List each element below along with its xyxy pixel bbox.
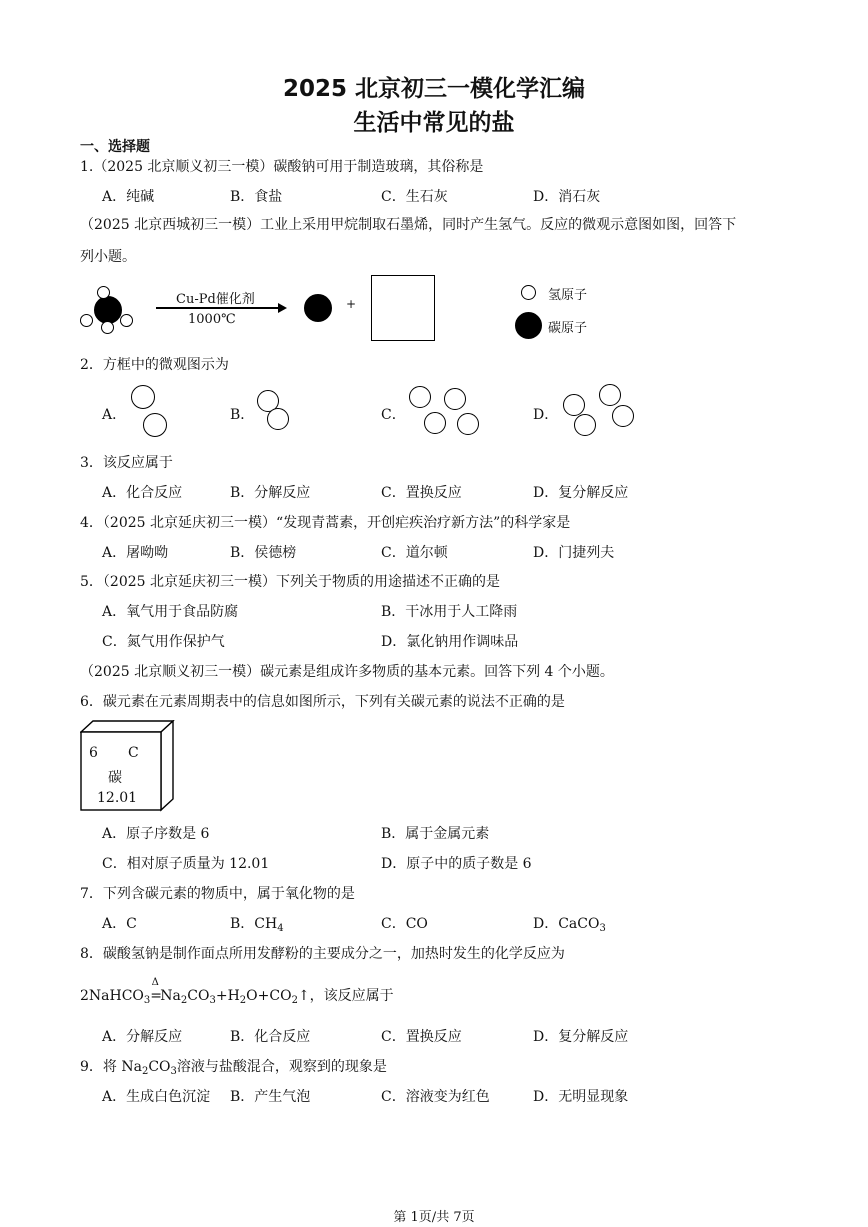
question-4-stem: 4．（2025 北京延庆初三一模）“发现青蒿素，开创疟疾治疗新方法”的科学家是 <box>80 515 571 531</box>
option-b-text: B．CH <box>230 916 278 932</box>
question-4-option-d: D．门捷列夫 <box>533 545 615 561</box>
option-a-hydrogen-atom <box>143 413 167 437</box>
reaction-arrow <box>156 307 280 309</box>
option-d-hydrogen-atom <box>574 414 596 436</box>
question-1-option-c: C．生石灰 <box>381 189 448 205</box>
legend-hydrogen-label: 氢原子 <box>548 288 588 303</box>
question-2-label-c: C． <box>381 407 406 423</box>
reaction-diagram <box>0 270 868 350</box>
question-6-stem: 6．碳元素在元素周期表中的信息如图所示，下列有关碳元素的说法不正确的是 <box>80 694 565 710</box>
methane-hydrogen-atom <box>80 314 93 327</box>
methane-carbon-atom <box>94 296 122 324</box>
question-6-option-b: B．属于金属元素 <box>381 826 490 842</box>
carbon-legend-icon <box>515 312 542 339</box>
question-8-option-a: A．分解反应 <box>102 1029 183 1045</box>
eq-heat-sign: Δ = <box>150 977 163 1004</box>
element-atomic-number: 6 <box>89 745 98 761</box>
question-5-option-d: D．氯化钠用作调味品 <box>381 634 519 650</box>
question-5-option-a: A．氧气用于食品防腐 <box>102 604 239 620</box>
eq-subscript: 2 <box>180 995 188 1006</box>
option-d-hydrogen-atom <box>599 384 621 406</box>
q9-subscript: 2 <box>141 1066 149 1077</box>
reaction-arrow-head <box>278 303 287 313</box>
element-symbol: C <box>128 745 139 761</box>
question-8-option-c: C．置换反应 <box>381 1029 462 1045</box>
question-6-option-d: D．原子中的质子数是 6 <box>381 856 532 872</box>
question-3-option-c: C．置换反应 <box>381 485 462 501</box>
question-7-option-c: C．CO <box>381 916 428 932</box>
element-atomic-mass: 12.01 <box>97 790 138 806</box>
question-5-option-b: B．干冰用于人工降雨 <box>381 604 518 620</box>
group-intro-shunyi: （2025 北京顺义初三一模）碳元素是组成许多物质的基本元素。回答下列 4 个小题。 <box>80 664 614 680</box>
eq-delta: Δ <box>151 977 159 988</box>
question-1-option-d: D．消石灰 <box>533 189 601 205</box>
page-footer: 第 1页/共 7页 <box>393 1210 475 1225</box>
element-card-carbon <box>80 720 175 812</box>
question-8-option-b: B．化合反应 <box>230 1029 311 1045</box>
page-subtitle: 生活中常见的盐 <box>353 110 515 136</box>
eq-tail: ↑，该反应属于 <box>297 988 394 1004</box>
question-9-option-d: D．无明显现象 <box>533 1089 629 1105</box>
option-c-hydrogen-atom <box>444 388 466 410</box>
option-a-hydrogen-atom <box>131 385 155 409</box>
question-7-option-d <box>533 913 606 934</box>
eq-subscript: 3 <box>143 995 151 1006</box>
eq-product-na: Na <box>160 988 181 1004</box>
q9-stem-mid: CO <box>148 1059 171 1075</box>
question-4-option-b: B．侯德榜 <box>230 545 297 561</box>
question-8-option-d: D．复分解反应 <box>533 1029 629 1045</box>
group-intro-xicheng-line1: （2025 北京西城初三一模）工业上采用甲烷制取石墨烯，同时产生氢气。反应的微观示意图如图，回答下 <box>80 217 737 233</box>
question-2-stem: 2．方框中的微观图示为 <box>80 357 229 373</box>
question-7-stem: 7．下列含碳元素的物质中，属于氧化物的是 <box>80 886 355 902</box>
legend-carbon-label: 碳原子 <box>548 321 588 336</box>
eq-subscript: 3 <box>209 995 216 1006</box>
question-2-label-b: B． <box>230 407 255 423</box>
question-2-label-d: D． <box>533 407 559 423</box>
option-d-text: D．CaCO <box>533 916 600 932</box>
question-8-equation <box>80 977 394 1006</box>
q9-subscript: 3 <box>170 1066 177 1077</box>
question-9-option-a: A．生成白色沉淀 <box>102 1089 211 1105</box>
answer-box <box>371 275 435 341</box>
group-intro-xicheng-line2: 列小题。 <box>80 249 136 265</box>
q9-stem-suffix: 溶液与盐酸混合，观察到的现象是 <box>176 1059 387 1075</box>
question-6-option-c: C．相对原子质量为 12.01 <box>102 856 270 872</box>
eq-reactant: 2NaHCO <box>80 988 144 1004</box>
question-9-option-b: B．产生气泡 <box>230 1089 311 1105</box>
eq-subscript: 2 <box>239 995 247 1006</box>
hydrogen-legend-icon <box>521 285 536 300</box>
question-2-label-a: A． <box>102 407 127 423</box>
q9-stem-prefix: 9．将 Na <box>80 1059 142 1075</box>
question-9-option-c: C．溶液变为红色 <box>381 1089 490 1105</box>
catalyst-label: Cu-Pd催化剂 <box>176 292 255 307</box>
question-1-option-b: B．食盐 <box>230 189 283 205</box>
product-carbon-atom <box>304 294 332 322</box>
question-3-option-d: D．复分解反应 <box>533 485 629 501</box>
question-4-option-a: A．屠呦呦 <box>102 545 169 561</box>
eq-product-co: CO <box>187 988 210 1004</box>
question-3-option-b: B．分解反应 <box>230 485 311 501</box>
option-c-hydrogen-atom <box>424 412 446 434</box>
option-d-hydrogen-atom <box>563 394 585 416</box>
option-b-subscript: 4 <box>277 923 284 934</box>
methane-hydrogen-atom <box>97 286 110 299</box>
element-name: 碳 <box>108 770 122 786</box>
question-4-option-c: C．道尔顿 <box>381 545 448 561</box>
methane-hydrogen-atom <box>120 314 133 327</box>
question-8-stem: 8．碳酸氢钠是制作面点所用发酵粉的主要成分之一，加热时发生的化学反应为 <box>80 946 565 962</box>
page-title: 2025 北京初三一模化学汇编 <box>282 76 586 102</box>
question-7-option-a: A．C <box>102 916 137 932</box>
eq-product-h: +H <box>215 988 240 1004</box>
question-3-option-a: A．化合反应 <box>102 485 183 501</box>
question-6-option-a: A．原子序数是 6 <box>102 826 210 842</box>
question-3-stem: 3．该反应属于 <box>80 455 173 471</box>
plus-sign: + <box>346 297 357 311</box>
eq-product-o: O+CO <box>246 988 292 1004</box>
option-b-hydrogen-atom <box>267 408 289 430</box>
option-c-hydrogen-atom <box>409 386 431 408</box>
option-d-hydrogen-atom <box>612 405 634 427</box>
methane-hydrogen-atom <box>101 321 114 334</box>
question-9-stem <box>80 1056 387 1077</box>
question-5-stem: 5．（2025 北京延庆初三一模）下列关于物质的用途描述不正确的是 <box>80 574 500 590</box>
question-1-option-a: A．纯碱 <box>102 189 155 205</box>
option-c-hydrogen-atom <box>457 413 479 435</box>
eq-subscript: 2 <box>291 995 298 1006</box>
question-1-stem: 1.（2025 北京顺义初三一模）碳酸钠可用于制造玻璃，其俗称是 <box>80 159 484 175</box>
question-7-option-b <box>230 913 284 934</box>
temperature-label: 1000℃ <box>188 312 236 327</box>
option-d-subscript: 3 <box>599 923 606 934</box>
question-5-option-c: C．氮气用作保护气 <box>102 634 225 650</box>
section-heading: 一、选择题 <box>80 139 150 155</box>
